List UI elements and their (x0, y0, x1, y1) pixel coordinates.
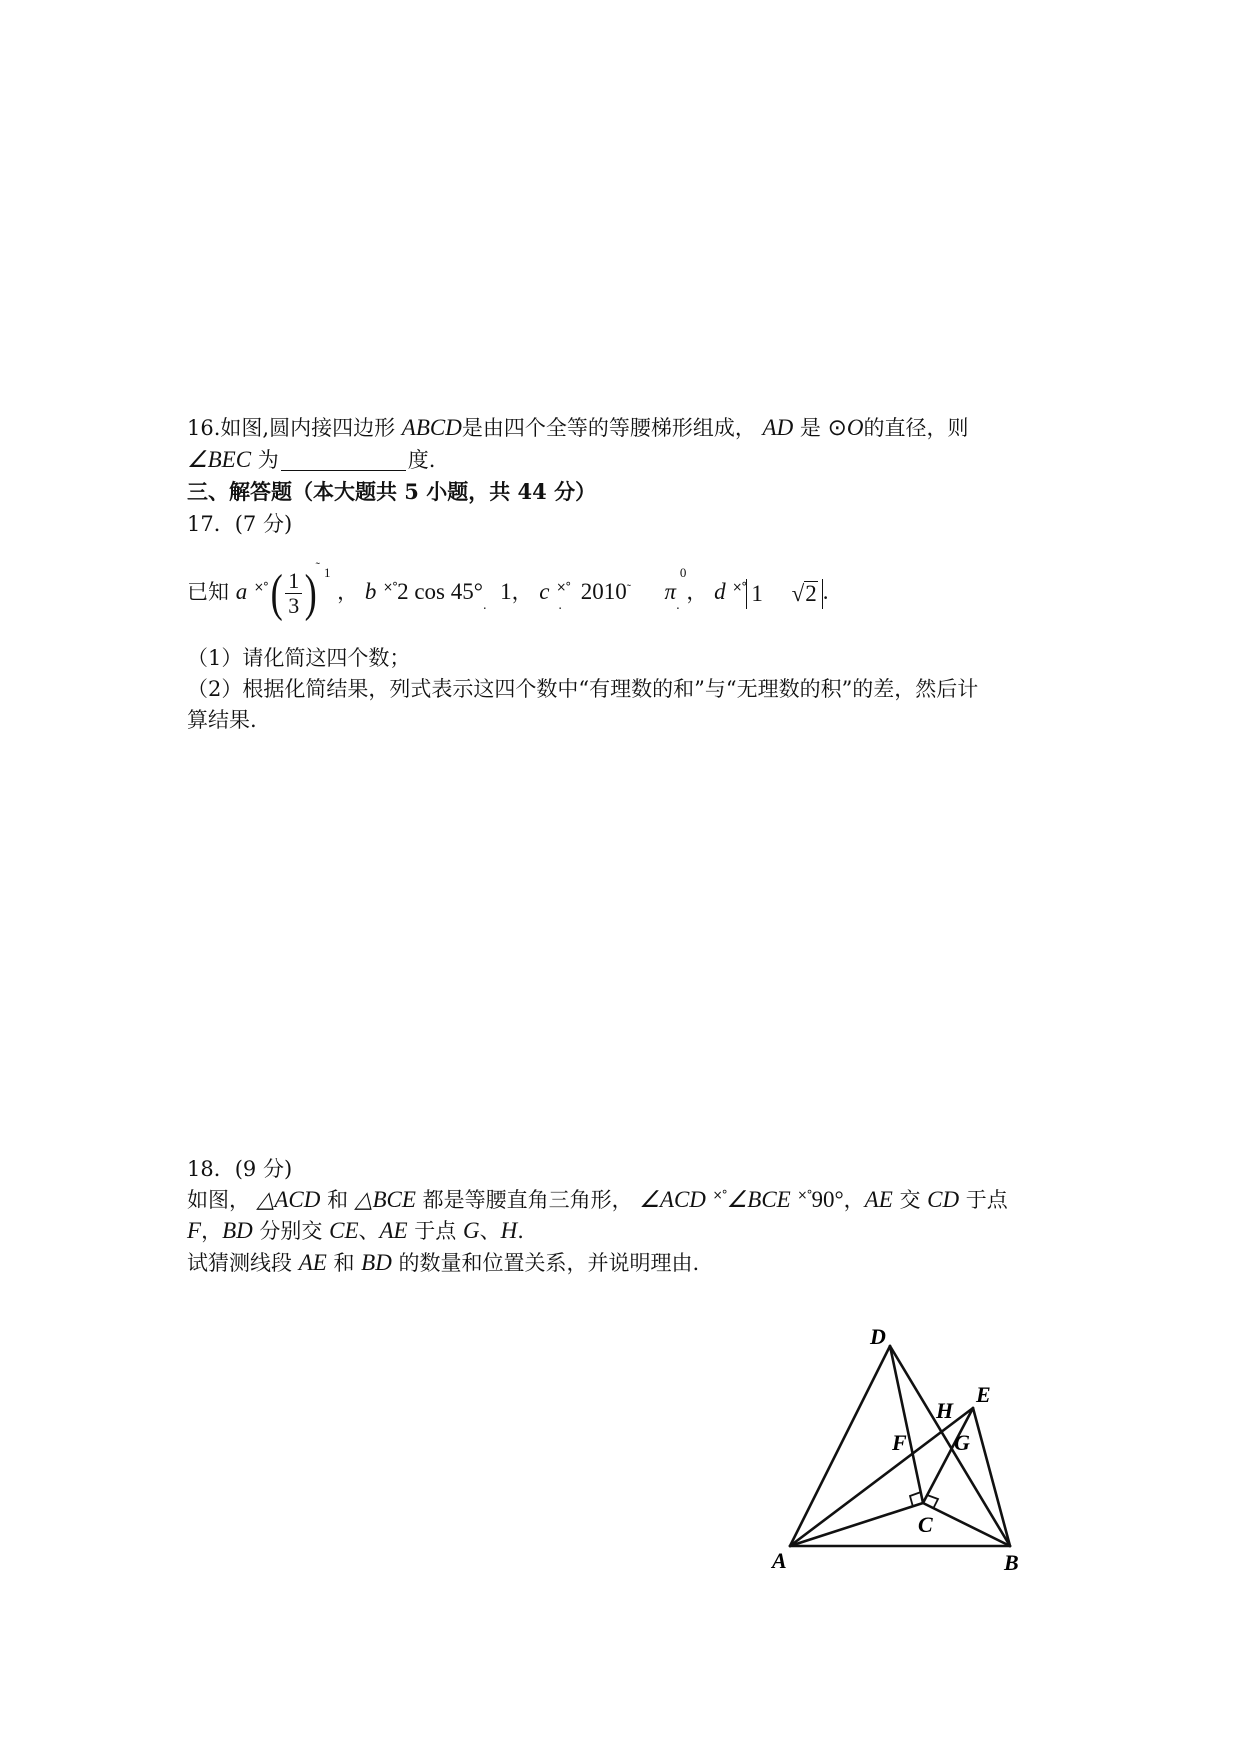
segment-ae: AE (298, 1250, 327, 1275)
q18-yudian: 于点 (965, 1188, 1008, 1212)
segment-ae: AE (379, 1218, 408, 1243)
label-a: A (772, 1548, 787, 1573)
paren-artifact: . (558, 598, 563, 612)
q17-formula (187, 559, 829, 625)
segment-ae-line (790, 1408, 973, 1546)
comma: ， (337, 580, 359, 604)
q18-dun: 、 (358, 1219, 380, 1243)
point-f: F (187, 1218, 202, 1243)
q16-answer-blank[interactable] (281, 450, 406, 471)
q18-header-text: 18．(9 分) (187, 1157, 293, 1181)
q16-text-du: 度. (407, 448, 436, 472)
q18-line2 (187, 1217, 524, 1245)
q16-line1 (187, 414, 968, 442)
ninety-degrees: 90° (811, 1187, 844, 1212)
left-paren: ( (270, 564, 283, 622)
equals-artifact: ×° (712, 1188, 727, 1202)
period: . (517, 1219, 524, 1243)
pi-symbol: π (664, 579, 677, 604)
q18-fenbie: 分别交 (259, 1219, 323, 1243)
comma: ， (201, 1219, 223, 1243)
q16-abcd: ABCD (401, 415, 462, 440)
q18-prefix: 试猜测线段 (187, 1251, 292, 1275)
equals-artifact: ×° (732, 580, 747, 594)
minus-artifact: ˜ (626, 581, 632, 596)
q16-ad: AD (762, 415, 794, 440)
sqrt-two: 2 (805, 580, 817, 606)
point-g: G (462, 1218, 480, 1243)
circle-dot-symbol: ⊙ (827, 415, 847, 440)
q17-part2-line2 (187, 706, 257, 734)
q17-header-text: 17．(7 分) (187, 512, 293, 536)
segment-eb (973, 1408, 1010, 1546)
exponent-neg-one: 1 (323, 565, 331, 580)
angle-acd: ∠ACD (639, 1187, 706, 1212)
q17-part2-text1: （2）根据化简结果，列式表示这四个数中“有理数的和”与“无理数的积”的差，然后计 (187, 677, 979, 701)
equals-artifact: ×° (797, 1188, 812, 1202)
equals-artifact: ×° (253, 580, 268, 594)
section3-title (187, 478, 596, 506)
segment-dc (890, 1346, 923, 1503)
triangle-acd: △ACD (256, 1187, 321, 1212)
q18-dun: 、 (479, 1219, 501, 1243)
b-tail-one: 1 (500, 579, 512, 604)
segment-bd: BD (361, 1250, 392, 1275)
q17-part1-text: （1）请化简这四个数； (187, 646, 411, 670)
q17-header (187, 510, 292, 538)
triangle-bce: △BCE (354, 1187, 416, 1212)
segment-ad (790, 1346, 890, 1546)
label-f: F (892, 1430, 907, 1455)
q18-suffix: 的数量和位置关系，并说明理由. (398, 1251, 700, 1275)
label-h: H (936, 1398, 954, 1423)
paren-artifact: . (676, 598, 680, 612)
fraction-denominator: 3 (288, 593, 300, 618)
q18-yudian: 于点 (414, 1219, 457, 1243)
fraction-numerator: 1 (285, 569, 302, 594)
q18-mid: 都是等腰直角三角形， (422, 1188, 633, 1212)
q18-rutu: 如图， (187, 1188, 250, 1212)
segment-bd: BD (222, 1218, 253, 1243)
formula-yizhi: 已知 (187, 580, 229, 604)
label-c: C (918, 1512, 933, 1537)
q16-text-wei: 为 (257, 448, 279, 472)
cos-expression: 2 cos 45° (397, 579, 483, 604)
q16-text-prefix: 16.如图,圆内接四边形 (187, 416, 396, 440)
label-d: D (870, 1324, 886, 1349)
geometry-figure (740, 1320, 1060, 1580)
segment-ac (790, 1503, 923, 1546)
label-e: E (976, 1382, 991, 1407)
equals-artifact: ×° (556, 580, 571, 594)
equals-artifact: ×° (383, 580, 398, 594)
comma: ， (686, 580, 708, 604)
q18-line3 (187, 1249, 699, 1277)
q17-part2-line1 (187, 675, 978, 703)
label-b: B (1004, 1550, 1019, 1575)
minus-artifact: ˜ (315, 559, 320, 574)
q18-he: 和 (333, 1251, 355, 1275)
q18-header (187, 1155, 292, 1183)
label-g: G (954, 1430, 970, 1455)
q18-line1 (187, 1186, 1008, 1217)
point-h: H (500, 1218, 518, 1243)
q16-line2 (187, 446, 435, 474)
segment-ce: CE (329, 1218, 359, 1243)
abs-one: 1 (751, 580, 763, 606)
comma: ， (511, 580, 533, 604)
q18-he: 和 (327, 1188, 349, 1212)
fraction-one-third (285, 569, 302, 618)
comma: ， (843, 1188, 865, 1212)
absolute-value: 1 √2 (746, 579, 822, 609)
period: . (822, 579, 829, 604)
segment-cd: CD (927, 1187, 960, 1212)
exponent-zero: 0 (679, 565, 687, 580)
q16-o: O (846, 415, 864, 440)
var-c: c (539, 579, 550, 604)
q17-part2-text2: 算结果. (187, 708, 257, 732)
q16-text-suffix: 的直径，则 (863, 416, 969, 440)
var-a: a (235, 579, 248, 604)
minus-artifact: . (482, 598, 487, 612)
section3-title-text: 三、解答题（本大题共 5 小题，共 44 分） (187, 479, 597, 504)
q17-part1 (187, 644, 410, 672)
var-b: b (364, 579, 377, 604)
angle-bce: ∠BCE (726, 1187, 791, 1212)
var-d: d (714, 579, 726, 604)
q16-text-mid: 是由四个全等的等腰梯形组成， (461, 416, 756, 440)
segment-ae: AE (864, 1187, 893, 1212)
q16-text-is: 是 (799, 416, 821, 440)
q18-jiao: 交 (899, 1188, 921, 1212)
q16-angle-bec: ∠BEC (187, 447, 252, 472)
year-2010: 2010 (580, 579, 627, 604)
right-paren: ) (304, 564, 317, 622)
